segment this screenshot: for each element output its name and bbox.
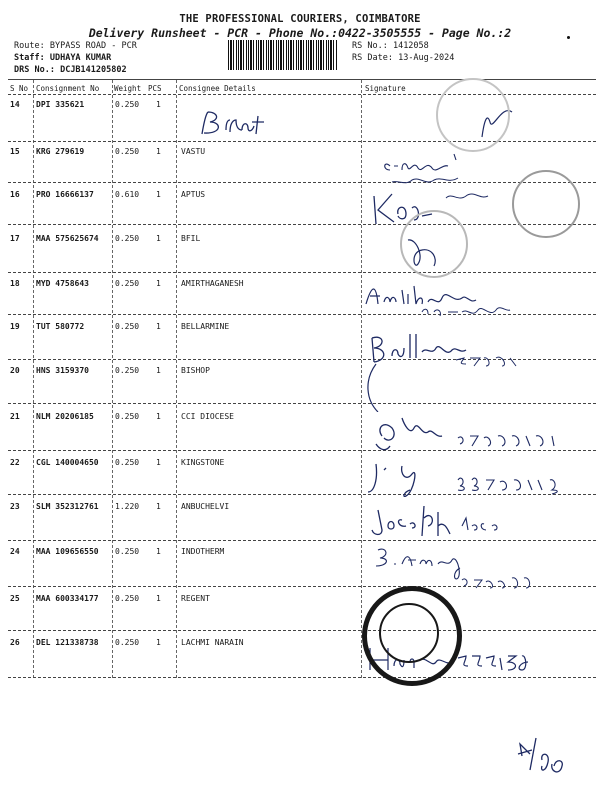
drs-line	[14, 65, 127, 75]
rs-no-line	[352, 41, 429, 51]
rs-no-value: 1412058	[392, 41, 429, 51]
row-pcs: 1	[156, 547, 161, 556]
faded-stamp	[436, 78, 510, 152]
row-consignee: CCI DIOCESE	[181, 412, 234, 421]
row-sno: 18	[10, 279, 20, 288]
rs-date-value: 13-Aug-2024	[398, 53, 455, 63]
row-weight: 1.220	[115, 502, 140, 511]
row-weight: 0.250	[115, 147, 140, 156]
row-sno: 22	[10, 458, 20, 467]
rs-date-label: RS Date:	[352, 53, 393, 63]
drs-value: DCJB141205802	[60, 65, 127, 75]
row-consignment: MAA 600334177	[36, 594, 99, 603]
col-weight: Weight	[114, 84, 142, 93]
column-divider	[176, 80, 177, 678]
row-consignee: BFIL	[181, 234, 201, 243]
row-sno: 16	[10, 190, 20, 199]
row-consignee: LACHMI NARAIN	[181, 638, 244, 647]
row-consignee: VASTU	[181, 147, 206, 156]
row-weight: 0.610	[115, 190, 140, 199]
row-sno: 25	[10, 594, 20, 603]
row-consignment: TUT 580772	[36, 322, 85, 331]
row-consignee: REGENT	[181, 594, 210, 603]
staff-value: UDHAYA KUMAR	[49, 53, 112, 63]
row-pcs: 1	[156, 279, 161, 288]
ink-dot	[567, 36, 570, 39]
staff-line	[14, 53, 111, 63]
row-consignment: DPI 335621	[36, 100, 85, 109]
signature-row-23	[362, 496, 594, 548]
row-sno: 23	[10, 502, 20, 511]
row-pcs: 1	[156, 234, 161, 243]
signature-row-20	[362, 360, 594, 412]
row-consignment: CGL 140004650	[36, 458, 99, 467]
drs-barcode	[228, 40, 338, 70]
row-pcs: 1	[156, 322, 161, 331]
row-consignment: DEL 121338738	[36, 638, 99, 647]
row-pcs: 1	[156, 412, 161, 421]
faded-stamp	[512, 170, 580, 238]
route-label: Route:	[14, 41, 45, 51]
row-consignee: KINGSTONE	[181, 458, 225, 467]
row-consignment: MYD 4758643	[36, 279, 89, 288]
row-weight: 0.250	[115, 366, 140, 375]
row-sno: 21	[10, 412, 20, 421]
row-sno: 20	[10, 366, 20, 375]
row-weight: 0.250	[115, 100, 140, 109]
row-consignment: MAA 109656550	[36, 547, 99, 556]
row-consignee: BELLARMINE	[181, 322, 230, 331]
col-consignee: Consignee Details	[179, 84, 256, 93]
row-weight: 0.250	[115, 279, 140, 288]
col-sno: S No	[10, 84, 29, 93]
row-consignment: PRO 16666137	[36, 190, 94, 199]
row-weight: 0.250	[115, 458, 140, 467]
row-consignee: ANBUCHELVI	[181, 502, 230, 511]
company-stamp-inner-ring	[379, 603, 439, 663]
row-pcs: 1	[156, 594, 161, 603]
table-top-rule	[8, 79, 596, 80]
row-sno: 15	[10, 147, 20, 156]
column-divider	[33, 80, 34, 678]
row-consignee: BISHOP	[181, 366, 210, 375]
row-consignment: NLM 20206185	[36, 412, 94, 421]
row-weight: 0.250	[115, 234, 140, 243]
row-weight: 0.250	[115, 594, 140, 603]
col-signature: Signature	[365, 84, 406, 93]
row-sno: 14	[10, 100, 20, 109]
row-consignment: KRG 279619	[36, 147, 85, 156]
row-sno: 17	[10, 234, 20, 243]
rs-no-label: RS No.:	[352, 41, 388, 51]
row-pcs: 1	[156, 458, 161, 467]
row-consignee: INDOTHERM	[181, 547, 225, 556]
row-consignee: APTUS	[181, 190, 206, 199]
signature-row-24	[362, 542, 594, 594]
row-sno: 24	[10, 547, 20, 556]
rs-date-line	[352, 53, 454, 63]
faded-stamp	[400, 210, 468, 278]
row-consignment: SLM 352312761	[36, 502, 99, 511]
row-consignee: AMIRTHAGANESH	[181, 279, 244, 288]
route-line	[14, 41, 137, 51]
route-value: BYPASS ROAD - PCR	[49, 41, 137, 51]
row-weight: 0.250	[115, 322, 140, 331]
row-pcs: 1	[156, 147, 161, 156]
col-consignment: Consignment No	[36, 84, 100, 93]
row-pcs: 1	[156, 638, 161, 647]
runsheet-title: Delivery Runsheet - PCR - Phone No.:0422-3505555 - Page No.:2	[88, 26, 512, 40]
drs-label: DRS No.:	[14, 65, 55, 75]
row-pcs: 1	[156, 502, 161, 511]
row-sno: 19	[10, 322, 20, 331]
row-consignment: HNS 3159370	[36, 366, 89, 375]
row-pcs: 1	[156, 366, 161, 375]
row-sno: 26	[10, 638, 20, 647]
staff-label: Staff:	[14, 53, 45, 63]
handwritten-page-note	[516, 736, 568, 784]
company-title: THE PROFESSIONAL COURIERS, COIMBATORE	[179, 13, 421, 25]
row-pcs: 1	[156, 100, 161, 109]
handwritten-consignee-row-14	[198, 108, 268, 142]
row-weight: 0.250	[115, 638, 140, 647]
row-pcs: 1	[156, 190, 161, 199]
row-consignment: MAA 575625674	[36, 234, 99, 243]
row-weight: 0.250	[115, 547, 140, 556]
column-divider	[112, 80, 113, 678]
col-pcs: PCS	[148, 84, 162, 93]
row-weight: 0.250	[115, 412, 140, 421]
